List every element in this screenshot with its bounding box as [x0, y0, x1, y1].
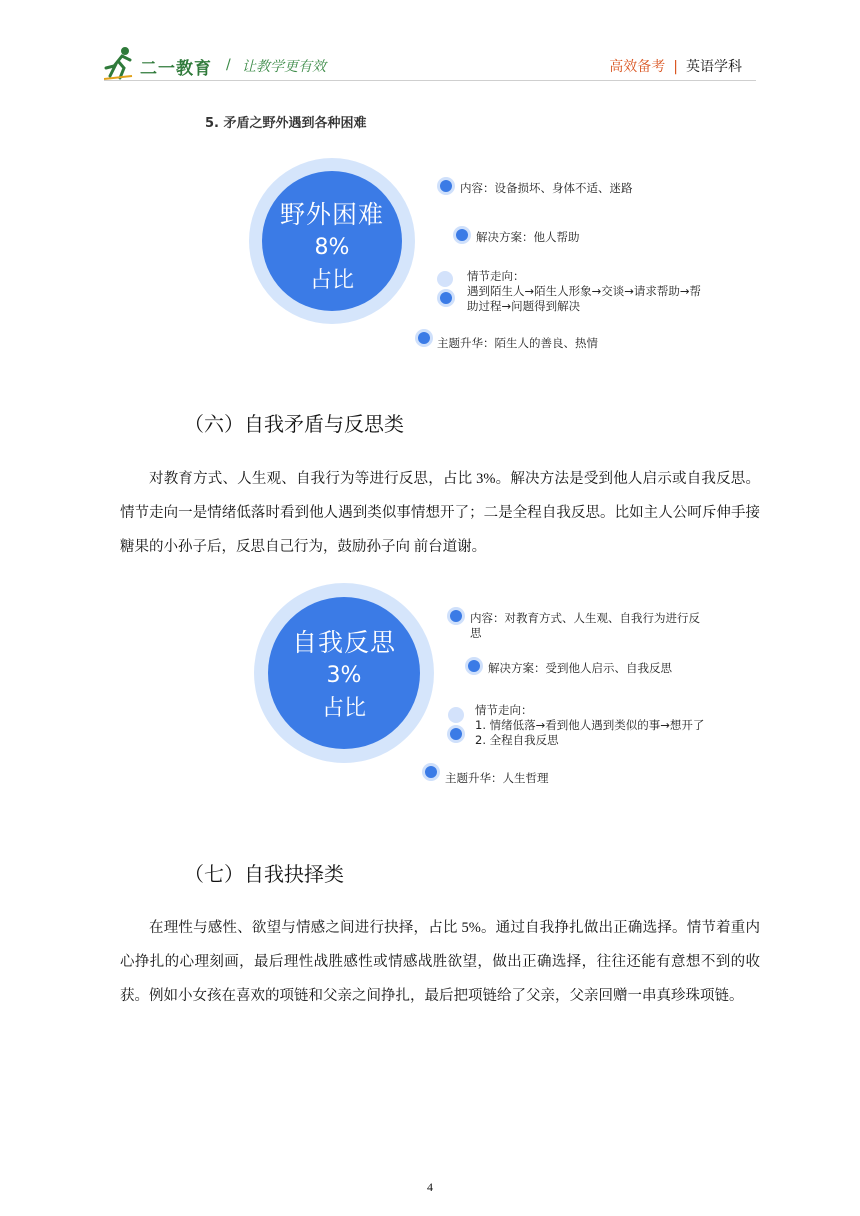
percentage-circle [268, 597, 420, 749]
paragraph-text: 对教育方式、人生观、自我行为等进行反思，占比 3%。解决方法是受到他人启示或自我反思。情节走向一是情绪低落时看到他人遇到类似事情想开了；二是全程自我反思。比如主人公呵斥伸手接糖果的小孙子后，反思自己行为，鼓励孙子向 前台道谢。 [120, 471, 760, 555]
solution-item: 解决方案：受到他人启示、自我反思 [488, 661, 672, 675]
slogan: 让教学更有效 [242, 59, 326, 75]
bullet-dot-light-icon [448, 707, 464, 723]
theme-item: 主题升华：人生哲理 [445, 771, 549, 785]
bullet-dot-icon [440, 180, 452, 192]
circle-label: 自我反思 [291, 628, 396, 657]
infographic-outdoor-difficulty [0, 0, 860, 360]
plot-item: 情节走向： 遇到陌生人→陌生人形象→交谈→请求帮助→帮 助过程→问题得到解决 [467, 269, 702, 313]
paragraph-text: 在理性与感性、欲望与情感之间进行抉择，占比 5%。通过自我挣扎做出正确选择。情节着重内心挣扎的心理刻画，最后理性战胜感性或情感战胜欲望，做出正确选择，往往还能有意想不到的收获。例如小女孩在喜欢的项链和父亲之间挣扎，最后把项链给了父亲，父亲回赠一串真珍珠项链。 [120, 920, 760, 1004]
percentage-circle [262, 171, 402, 311]
content-item: 内容：对教育方式、人生观、自我行为进行反 思 [470, 611, 700, 640]
header-tag-exam: 高效备考 [609, 59, 666, 75]
bullet-dot-icon [468, 660, 480, 672]
slogan-separator: / [226, 57, 231, 73]
solution-item: 解决方案：他人帮助 [476, 230, 580, 244]
section-7-paragraph [120, 911, 760, 1013]
circle-unit: 占比 [321, 696, 366, 721]
page-number: 4 [427, 1180, 433, 1194]
bullet-dot-icon [440, 292, 452, 304]
circle-unit: 占比 [309, 268, 354, 293]
theme-item: 主题升华：陌生人的善良、热情 [437, 336, 598, 350]
bullet-dot-icon [450, 610, 462, 622]
brand-name: 二一教育 [140, 59, 212, 79]
header-tag-subject: 英语学科 [686, 59, 742, 75]
circle-percent: 3% [326, 663, 362, 688]
infographic-self-reflection [0, 580, 860, 800]
section-heading-6: （六）自我矛盾与反思类 [184, 412, 404, 436]
bullet-dot-icon [450, 728, 462, 740]
section-6-paragraph [120, 462, 760, 564]
plot-item: 情节走向： 1. 情绪低落→看到他人遇到类似的事→想开了 2. 全程自我反思 [475, 703, 705, 747]
section-heading-7: （七）自我抉择类 [184, 862, 344, 886]
infographic-title: 5. 矛盾之野外遇到各种困难 [205, 116, 367, 131]
circle-percent: 8% [314, 235, 350, 260]
header-divider: | [673, 59, 678, 75]
circle-label: 野外困难 [279, 200, 384, 229]
bullet-dot-icon [425, 766, 437, 778]
bullet-dot-icon [418, 332, 430, 344]
content-item: 内容：设备损坏、身体不适、迷路 [460, 181, 633, 195]
bullet-dot-light-icon [437, 271, 453, 287]
bullet-dot-icon [456, 229, 468, 241]
